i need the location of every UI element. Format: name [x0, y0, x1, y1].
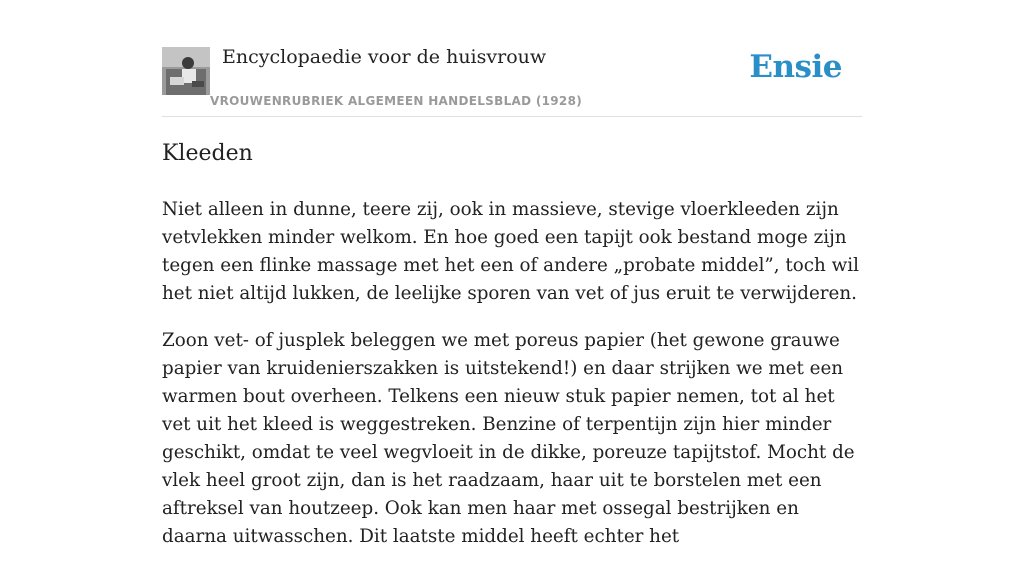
article-title: Kleeden: [162, 141, 253, 166]
article-paragraph: Niet alleen in dunne, teere zij, ook in massieve, stevige vloerkleeden zijn vetvlekken minder welkom. En hoe goed een tapijt ook bestand moge zijn tegen een flinke massage met het een of andere „probate middel”, toch wil het niet altijd lukken, de leelijke sporen van vet of jus eruit te verwijderen.: [162, 199, 859, 304]
header: [162, 44, 862, 117]
site-subtitle: VROUWENRUBRIEK ALGEMEEN HANDELSBLAD (1928): [210, 94, 583, 108]
brand-logo[interactable]: Ensie: [749, 49, 842, 85]
site-name[interactable]: Encyclopaedie voor de huisvrouw: [222, 46, 547, 68]
avatar-photo-icon: [162, 47, 210, 95]
article-paragraph: Zoon vet- of jusplek beleggen we met poreus papier (het gewone grauwe papier van kruidenierszakken is uitstekend!) en daar strijken we met een warmen bout overheen. Telkens een nieuw stuk papier nemen, tot al het vet uit het kleed is weggestreken. Benzine of terpentijn zijn hier minder geschikt, omdat te veel wegvloeit in de dikke, poreuze tapijtstof. Mocht de vlek heel groot zijn, dan is het raadzaam, haar uit te borstelen met een aftreksel van houtzeep. Ook kan men haar met ossegal bestrijken en daarna uitwasschen. Dit laatste middel heeft echter het: [162, 330, 855, 547]
avatar[interactable]: [162, 47, 210, 95]
article: [162, 138, 862, 570]
